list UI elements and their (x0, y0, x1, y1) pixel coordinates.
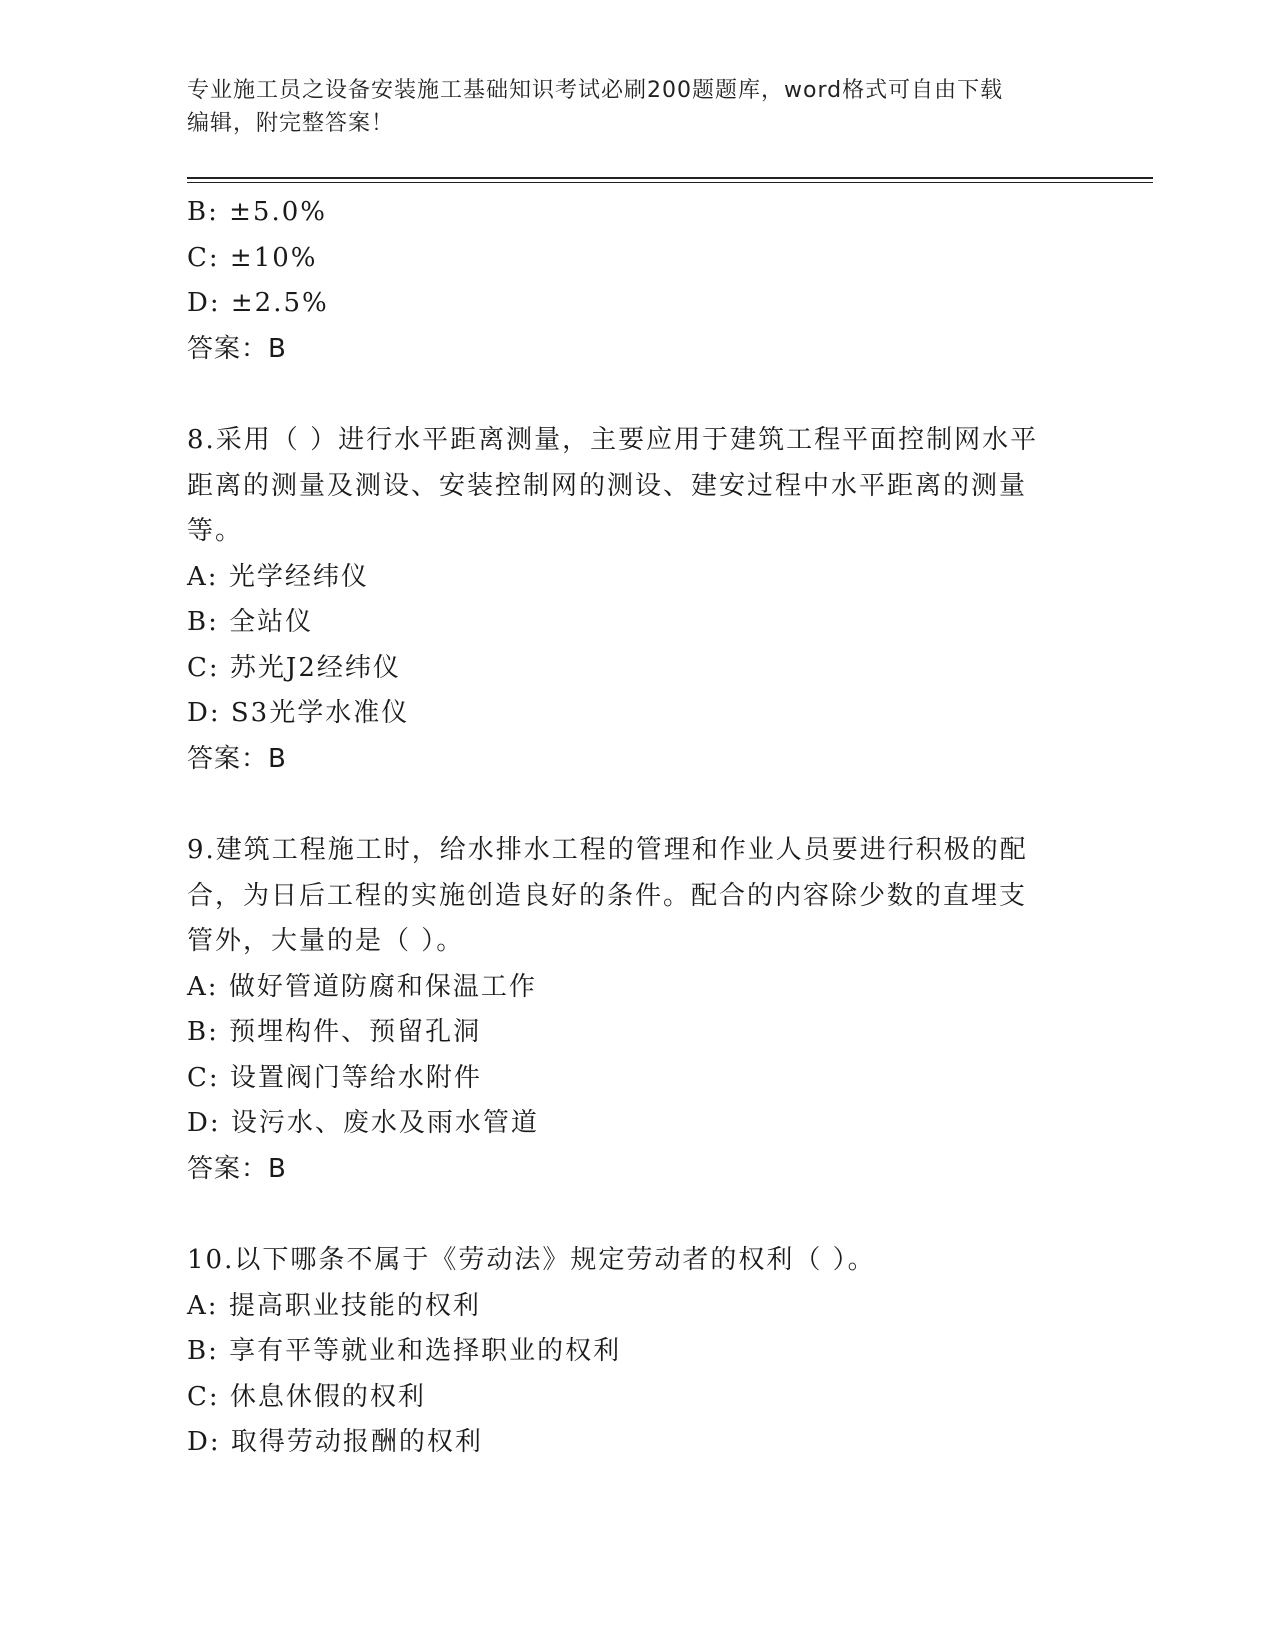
option-label: A: (187, 1290, 219, 1321)
option-text: ±2.5% (230, 288, 329, 318)
answer-line: 答案：B (187, 743, 287, 774)
question-text-line: 距离的测量及测设、安装控制网的测设、建安过程中水平距离的测量 (187, 470, 1028, 501)
option-text: 取得劳动报酬的权利 (230, 1427, 483, 1457)
option-label: A: (187, 971, 219, 1002)
option-label: B: (187, 197, 219, 227)
option-text: 设污水、废水及雨水管道 (230, 1108, 539, 1138)
option-c (187, 1056, 1087, 1102)
question-text-line: 管外，大量的是（ ）。 (187, 926, 465, 956)
option-text: 光学经纬仪 (228, 561, 369, 592)
option-c (187, 236, 1087, 282)
option-label: D: (187, 1427, 221, 1457)
option-text: S3光学水准仪 (230, 698, 410, 728)
option-text: 做好管道防腐和保温工作 (228, 971, 537, 1002)
option-a (187, 555, 1087, 601)
question-text-line: 等。 (187, 516, 244, 546)
question-content (187, 190, 1087, 1466)
option-label: A: (187, 561, 219, 592)
question-8-block (187, 418, 1087, 782)
prev-question-block (187, 190, 1087, 372)
option-d (187, 1101, 1087, 1147)
header-rule-thin (187, 182, 1153, 183)
option-b (187, 1329, 1087, 1375)
option-d (187, 1420, 1087, 1466)
question-text-line: 合，为日后工程的实施创造良好的条件。配合的内容除少数的直埋支 (187, 880, 1028, 911)
question-text-line: 10.以下哪条不属于《劳动法》规定劳动者的权利（ ）。 (187, 1245, 876, 1275)
question-text-line: 9.建筑工程施工时，给水排水工程的管理和作业人员要进行积极的配 (187, 835, 1028, 865)
header-line-2: 编辑，附完整答案！ (187, 111, 395, 136)
option-text: 设置阀门等给水附件 (229, 1062, 482, 1093)
option-text: 休息休假的权利 (229, 1381, 426, 1412)
page-header (187, 74, 1067, 140)
option-label: B: (187, 1017, 219, 1047)
option-text: 苏光J2经纬仪 (229, 652, 401, 683)
option-text: ±10% (229, 242, 318, 273)
option-label: B: (187, 1336, 219, 1366)
option-text: 全站仪 (229, 607, 314, 637)
question-text-line: 8.采用（ ）进行水平距离测量，主要应用于建筑工程平面控制网水平 (187, 425, 1039, 455)
option-label: C: (187, 1062, 220, 1093)
option-label: C: (187, 1381, 220, 1412)
option-b (187, 600, 1087, 646)
option-label: D: (187, 288, 221, 318)
option-label: C: (187, 242, 220, 273)
option-b (187, 190, 1087, 236)
option-a (187, 1284, 1087, 1330)
option-d (187, 691, 1087, 737)
option-text: ±5.0% (229, 197, 327, 227)
option-label: C: (187, 652, 220, 683)
question-9-block (187, 828, 1087, 1192)
answer-line: 答案：B (187, 333, 287, 364)
option-a (187, 965, 1087, 1011)
option-label: D: (187, 698, 221, 728)
question-10-block (187, 1238, 1087, 1466)
header-rule-thick (187, 177, 1153, 179)
option-c (187, 646, 1087, 692)
option-label: B: (187, 607, 219, 637)
option-text: 享有平等就业和选择职业的权利 (229, 1336, 622, 1366)
header-line-1: 专业施工员之设备安装施工基础知识考试必刷200题题库，word格式可自由下载 (187, 78, 1004, 103)
option-d (187, 281, 1087, 327)
answer-line: 答案：B (187, 1153, 287, 1184)
option-text: 提高职业技能的权利 (228, 1290, 481, 1321)
option-c (187, 1375, 1087, 1421)
option-b (187, 1010, 1087, 1056)
option-label: D: (187, 1108, 221, 1138)
option-text: 预埋构件、预留孔洞 (229, 1017, 482, 1047)
